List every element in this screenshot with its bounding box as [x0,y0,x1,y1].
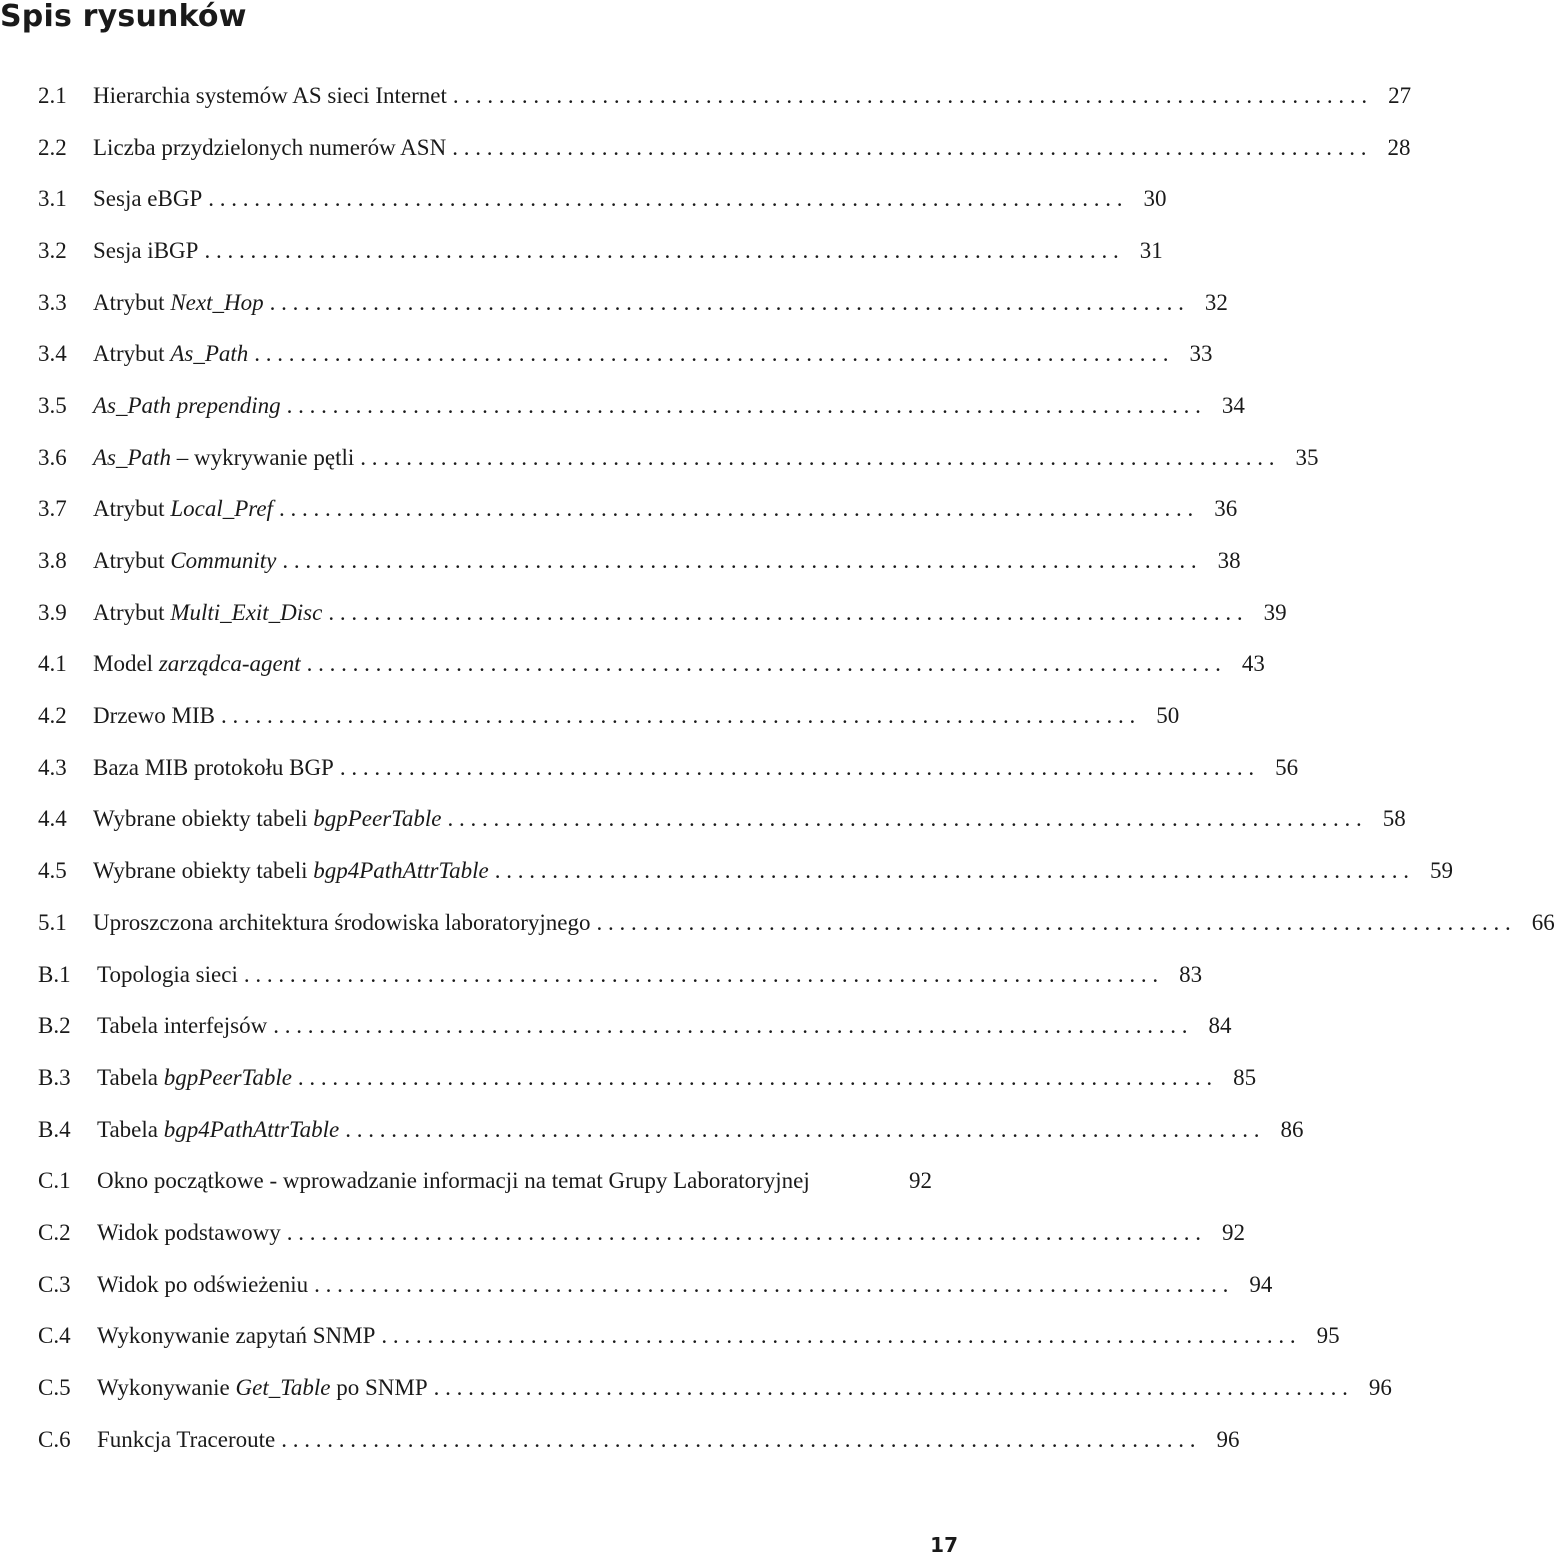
figure-title [93,186,208,212]
figure-title-italic-part: zarządca-agent [158,651,301,677]
figure-title [93,496,279,522]
figure-title [97,1013,273,1039]
dot-leader: . . . . . . . . . . . . . . . . . . . . . . . . . . . . . . . . . . . . . . . . . . . . . . . . . . . . . . . . . . . . . . . . . . . . . . . . . . . . . . . . [452,82,1368,108]
figure-title-italic-part: Get_Table [235,1375,331,1401]
dot-leader: . . . . . . . . . . . . . . . . . . . . . . . . . . . . . . . . . . . . . . . . . . . . . . . . . . . . . . . . . . . . . . . . . . . . . . . . . . . . . . . . [221,703,1136,729]
figure-number: 2.1 [38,82,67,108]
figure-number: C.5 [38,1375,71,1401]
figure-number: 3.5 [38,392,67,418]
dot-leader: . . . . . . . . . . . . . . . . . . . . . . . . . . . . . . . . . . . . . . . . . . . . . . . . . . . . . . . . . . . . . . . . . . . . . . . . . . . . . . . . [328,599,1243,625]
figure-title-part: Wybrane obiekty tabeli [93,806,314,832]
toc-entry[interactable] [38,897,1555,949]
dot-leader: . . . . . . . . . . . . . . . . . . . . . . . . . . . . . . . . . . . . . . . . . . . . . . . . . . . . . . . . . . . . . . . . . . . . . . . . . . . . . . . . [254,341,1169,367]
toc-entry[interactable] [38,1414,1240,1466]
figure-title [97,962,244,988]
figure-title-part: Hierarchia systemów AS sieci Internet [93,82,447,108]
figure-page-number: 34 [1221,392,1245,418]
toc-entry[interactable] [38,1259,1273,1311]
dot-leader: . . . . . . . . . . . . . . . . . . . . . . . . . . . . . . . . . . . . . . . . . . . . . . . . . . . . . . . . . . . . . . . . . . . . . . . . . . . . . . . . [306,651,1221,677]
figure-page-number: 27 [1388,82,1412,108]
figure-number: B.2 [38,1013,71,1039]
figure-number: C.2 [38,1219,71,1245]
figure-page-number: 50 [1156,703,1180,729]
figure-page-number: 32 [1204,289,1228,315]
figure-number: 3.6 [38,444,67,470]
figure-title-part: Drzewo MIB [93,703,215,729]
figure-number: 4.3 [38,754,67,780]
figure-title [93,910,597,936]
figure-title [93,83,453,109]
figure-page-number: 85 [1233,1064,1257,1090]
figure-number: 4.2 [38,703,67,729]
figure-page-number: 43 [1241,651,1265,677]
figure-title [93,341,254,367]
figure-title-italic-part: As_Path [170,341,249,367]
figure-number: 4.1 [38,651,67,677]
figure-title-part: Topologia sieci [97,961,238,987]
figure-number: 3.9 [38,599,67,625]
figure-page-number: 36 [1214,496,1238,522]
figure-title-part: Atrybut [93,341,171,367]
figure-title [97,1168,816,1194]
figure-title-part: – wykrywanie pętli [170,444,355,470]
dot-leader: . . . . . . . . . . . . . . . . . . . . . . . . . . . . . . . . . . . . . . . . . . . . . . . . . . . . . . . . . . . . . . . . . . . . . . . . . . . . . . . . [269,289,1184,315]
dot-leader: . . . . . . . . . . . . . . . . . . . . . . . . . . . . . . . . . . . . . . . . . . . . . . . . . . . . . . . . . . . . . . . . . . . . . . . . . . . . . . . . [243,961,1159,987]
figure-title-italic-part: Multi_Exit_Disc [170,599,323,625]
toc-entry[interactable] [38,70,1412,122]
figure-title-part: Funkcja Traceroute [97,1426,276,1452]
figure-title [93,290,270,316]
figure-title [97,1220,287,1246]
figure-title-italic-part: bgpPeerTable [313,806,442,832]
figure-title-italic-part: bgp4PathAttrTable [313,858,489,884]
figure-number: B.3 [38,1064,71,1090]
figure-page-number: 92 [1221,1219,1245,1245]
figure-title-part: Wykonywanie [97,1375,236,1401]
toc-entry[interactable] [38,484,1238,536]
figure-title-part: po SNMP [330,1375,428,1401]
figure-title [93,755,340,781]
figure-title-italic-part: Next_Hop [170,289,264,315]
toc-entry[interactable] [38,277,1228,329]
figure-title-part: Atrybut [93,599,171,625]
figure-title-italic-part: bgp4PathAttrTable [163,1116,340,1142]
figure-page-number: 95 [1316,1323,1340,1349]
dot-leader: . . . . . . . . . . . . . . . . . . . . . . . . . . . . . . . . . . . . . . . . . . . . . . . . . . . . . . . . . . . . . . . . . . . . . . . . . . . . . . . . [204,237,1119,263]
figure-page-number: 96 [1368,1375,1392,1401]
figure-number: 4.5 [38,858,67,884]
toc-entry[interactable] [38,690,1180,742]
figure-number: 4.4 [38,806,67,832]
toc-entry[interactable] [38,1000,1232,1052]
figure-number: C.3 [38,1271,71,1297]
figure-number: 2.2 [38,134,67,160]
toc-entry[interactable] [38,1052,1257,1104]
figure-title [93,806,447,832]
figure-number: B.4 [38,1116,71,1142]
figure-number: C.6 [38,1426,71,1452]
toc-entry[interactable] [38,535,1241,587]
figure-title-part: Widok podstawowy [97,1219,281,1245]
figure-page-number: 66 [1531,909,1555,935]
list-of-figures [38,70,1555,1466]
figure-page-number: 94 [1249,1271,1273,1297]
dot-leader: . . . . . . . . . . . . . . . . . . . . . . . . . . . . . . . . . . . . . . . . . . . . . . . . . . . . . . . . . . . . . . . . . . . . . . . . . . . . . . . . [281,1426,1196,1452]
figure-number: 5.1 [38,909,67,935]
toc-entry[interactable] [38,225,1163,277]
toc-entry[interactable] [38,432,1319,484]
dot-leader: . . . . . . . . . . . . . . . . . . . . . . . . . . . . . . . . . . . . . . . . . . . . . . . . . . . . . . . . . . . . . . . . . . . . . . . . . . . . . . . . [452,134,1367,160]
figure-page-number: 86 [1280,1116,1304,1142]
figure-page-number: 38 [1217,548,1241,574]
toc-entry[interactable] [38,587,1287,639]
figure-title-italic-part: As_Path prepending [93,392,281,418]
dot-leader: . . . . . . . . . . . . . . . . . . . . . . . . . . . . . . . . . . . . . . . . . . . . . . . . . . . . . . . . . . . . . . . . . . . . . . . . . . . . . . . . [433,1375,1348,1401]
dot-leader: . . . . . . . . . . . . . . . . . . . . . . . . . . . . . . . . . . . . . . . . . . . . . . . . . . . . . . . . . . . . . . . . . . . . . . . . . . . . . . . . [314,1271,1229,1297]
toc-entry[interactable] [38,1104,1304,1156]
figure-title-italic-part: Local_Pref [170,496,273,522]
figure-title [93,858,495,884]
figure-title-part: Atrybut [93,496,171,522]
figure-page-number: 33 [1189,341,1213,367]
figure-title-part: Widok po odświeżeniu [97,1271,309,1297]
toc-entry[interactable] [38,845,1453,897]
figure-title [97,1427,281,1453]
figure-title-part: Sesja eBGP [93,186,203,212]
toc-entry[interactable] [38,639,1265,691]
dot-leader: . . . . . . . . . . . . . . . . . . . . . . . . . . . . . . . . . . . . . . . . . . . . . . . . . . . . . . . . . . . . . . . . . . . . . . . . . . . . . . . . [339,754,1255,780]
figure-number: C.4 [38,1323,71,1349]
figure-number: B.1 [38,961,71,987]
figure-page-number: 56 [1275,754,1299,780]
toc-entry[interactable] [38,949,1203,1001]
figure-page-number: 92 [909,1168,932,1194]
dot-leader: . . . . . . . . . . . . . . . . . . . . . . . . . . . . . . . . . . . . . . . . . . . . . . . . . . . . . . . . . . . . . . . . . . . . . . . . . . . . . . . . [286,1219,1201,1245]
figure-page-number: 39 [1263,599,1287,625]
figure-title-part: Uproszczona architektura środowiska laboratoryjnego [93,909,591,935]
figure-page-number: 59 [1429,858,1453,884]
figure-title [93,393,287,419]
figure-title-part: Tabela [97,1116,164,1142]
figure-number: 3.4 [38,341,67,367]
figure-title-part: Tabela interfejsów [97,1013,268,1039]
figure-title [93,548,282,574]
toc-entry[interactable] [38,794,1406,846]
dot-leader: . . . . . . . . . . . . . . . . . . . . . . . . . . . . . . . . . . . . . . . . . . . . . . . . . . . . . . . . . . . . . . . . . . . . . . . . . . . . . . . . [282,548,1197,574]
page-number: 17 [930,1533,958,1557]
figure-page-number: 30 [1143,186,1167,212]
figure-title-italic-part: bgpPeerTable [163,1064,292,1090]
figure-title [93,651,307,677]
dot-leader: . . . . . . . . . . . . . . . . . . . . . . . . . . . . . . . . . . . . . . . . . . . . . . . . . . . . . . . . . . . . . . . . . . . . . . . . . . . . . . . . [208,186,1123,212]
dot-leader: . . . . . . . . . . . . . . . . . . . . . . . . . . . . . . . . . . . . . . . . . . . . . . . . . . . . . . . . . . . . . . . . . . . . . . . . . . . . . . . . [381,1323,1296,1349]
dot-leader: . . . . . . . . . . . . . . . . . . . . . . . . . . . . . . . . . . . . . . . . . . . . . . . . . . . . . . . . . . . . . . . . . . . . . . . . . . . . . . . . [494,858,1409,884]
figure-title-part: Okno początkowe - wprowadzanie informacji na temat Grupy Laboratoryjnej [97,1168,810,1194]
figure-title [93,600,328,626]
figure-page-number: 96 [1216,1426,1240,1452]
figure-title-part: Tabela [97,1064,164,1090]
toc-entry[interactable] [38,173,1167,225]
dot-leader: . . . . . . . . . . . . . . . . . . . . . . . . . . . . . . . . . . . . . . . . . . . . . . . . . . . . . . . . . . . . . . . . . . . . . . . . . . . . . . . . [447,806,1362,832]
figure-title-italic-part: Community [170,548,277,574]
figure-title [97,1117,345,1143]
dot-leader: . . . . . . . . . . . . . . . . . . . . . . . . . . . . . . . . . . . . . . . . . . . . . . . . . . . . . . . . . . . . . . . . . . . . . . . . . . . . . . . . [360,444,1275,470]
figure-title [97,1065,298,1091]
figure-title [97,1323,381,1349]
figure-title-italic-part: As_Path [93,444,171,470]
figure-page-number: 28 [1387,134,1411,160]
figure-page-number: 35 [1295,444,1319,470]
figure-page-number: 83 [1179,961,1203,987]
figure-number: 3.8 [38,548,67,574]
toc-entry[interactable] [38,380,1245,432]
toc-entry[interactable] [38,1311,1340,1363]
figure-number: C.1 [38,1168,71,1194]
figure-title-part: Wykonywanie zapytań SNMP [97,1323,376,1349]
figure-title [93,238,204,264]
toc-entry[interactable] [38,1362,1392,1414]
figure-page-number: 31 [1139,237,1163,263]
page-title: Spis rysunków [0,0,247,34]
dot-leader: . . . . . . . . . . . . . . . . . . . . . . . . . . . . . . . . . . . . . . . . . . . . . . . . . . . . . . . . . . . . . . . . . . . . . . . . . . . . . . . . [596,909,1511,935]
figure-page-number: 58 [1382,806,1406,832]
figure-title [97,1375,434,1401]
toc-entry[interactable] [38,122,1411,174]
figure-number: 3.3 [38,289,67,315]
figure-title [97,1272,314,1298]
dot-leader: . . . . . . . . . . . . . . . . . . . . . . . . . . . . . . . . . . . . . . . . . . . . . . . . . . . . . . . . . . . . . . . . . . . . . . . . . . . . . . . . [278,496,1194,522]
figure-title-part: Sesja iBGP [93,237,199,263]
toc-entry[interactable] [38,742,1299,794]
dot-leader: . . . . . . . . . . . . . . . . . . . . . . . . . . . . . . . . . . . . . . . . . . . . . . . . . . . . . . . . . . . . . . . . . . . . . . . . . . . . . . . . [345,1116,1260,1142]
figure-number: 3.2 [38,237,67,263]
figure-page-number: 84 [1208,1013,1232,1039]
dot-leader: . . . . . . . . . . . . . . . . . . . . . . . . . . . . . . . . . . . . . . . . . . . . . . . . . . . . . . . . . . . . . . . . . . . . . . . . . . . . . . . . [297,1064,1213,1090]
figure-title [93,135,452,161]
figure-title-part: Liczba przydzielonych numerów ASN [93,134,447,160]
dot-leader: . . . . . . . . . . . . . . . . . . . . . . . . . . . . . . . . . . . . . . . . . . . . . . . . . . . . . . . . . . . . . . . . . . . . . . . . . . . . . . . . [273,1013,1188,1039]
figure-title-part: Atrybut [93,548,171,574]
figure-title-part: Wybrane obiekty tabeli [93,858,314,884]
figure-title [93,703,221,729]
toc-entry[interactable] [38,1207,1245,1259]
figure-title-part: Baza MIB protokołu BGP [93,754,334,780]
toc-entry[interactable] [38,1155,932,1207]
figure-number: 3.1 [38,186,67,212]
figure-number: 3.7 [38,496,67,522]
figure-title-part: Model [93,651,159,677]
toc-entry[interactable] [38,328,1213,380]
figure-title [93,445,360,471]
dot-leader: . . . . . . . . . . . . . . . . . . . . . . . . . . . . . . . . . . . . . . . . . . . . . . . . . . . . . . . . . . . . . . . . . . . . . . . . . . . . . . . . [286,392,1201,418]
figure-title-part: Atrybut [93,289,171,315]
